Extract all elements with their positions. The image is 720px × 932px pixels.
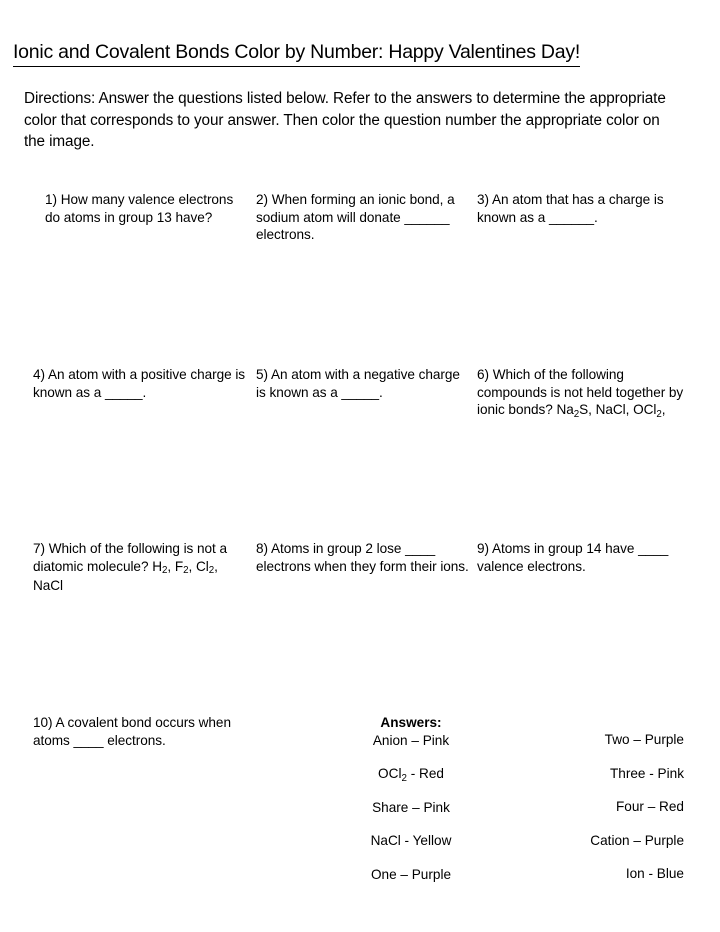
answer-item: One – Purple — [370, 866, 452, 882]
question-1: 1) How many valence electrons do atoms in group 13 have? — [45, 192, 234, 225]
question-6-text: 6) Which of the following compounds is not held together by ionic bonds? — [477, 367, 684, 418]
answer-item: Three - Pink — [609, 765, 684, 781]
answer-item: Two – Purple — [604, 732, 684, 747]
question-2: 2) When forming an ionic bond, a sodium atom will donate ______ electrons. — [256, 192, 455, 243]
question-7-formula: $H_2$, $F_2$, $Cl_2$, NaCl — [33, 558, 218, 594]
answer-item: Four – Red — [615, 799, 684, 814]
question-9: 9) Atoms in group 14 have ____ valence electrons. — [477, 541, 669, 574]
question-10: 10) A covalent bond occurs when atoms ____ electrons. — [33, 715, 231, 748]
question-7 — [33, 540, 248, 595]
answer-item: Ion - Blue — [625, 866, 684, 881]
directions-paragraph: Directions: Answer the questions listed below. Refer to the answers to determine the appropriate color that corresponds to your answer. Then color the question number the appropriate color on the image. — [24, 90, 666, 150]
answer-item: Share – Pink — [372, 799, 450, 815]
question-5: 5) An atom with a negative charge is known as a _____. — [256, 367, 460, 400]
page-title: Ionic and Covalent Bonds Color by Number: Happy Valentines Day! — [13, 39, 580, 67]
question-6 — [477, 366, 692, 421]
question-3: 3) An atom that has a charge is known as a ______. — [477, 192, 664, 225]
question-6-formula: $Na_2S$, NaCl, OCl$_2$, — [556, 402, 666, 420]
answer-item: NaCl - Yellow — [370, 833, 452, 849]
answer-item: Anion – Pink — [372, 732, 450, 748]
answers-key-right-column — [470, 731, 684, 899]
question-4: 4) An atom with a positive charge is known as a _____. — [33, 367, 246, 400]
question-8: 8) Atoms in group 2 lose ____ electrons when they form their ions. — [256, 541, 469, 574]
question-7-text: 7) Which of the following is not a diatomic molecule? — [33, 541, 227, 574]
answer-item: Cation – Purple — [590, 832, 684, 848]
answers-heading: Answers: — [380, 715, 442, 730]
answer-item: OCl$_2$ - Red — [378, 766, 444, 784]
